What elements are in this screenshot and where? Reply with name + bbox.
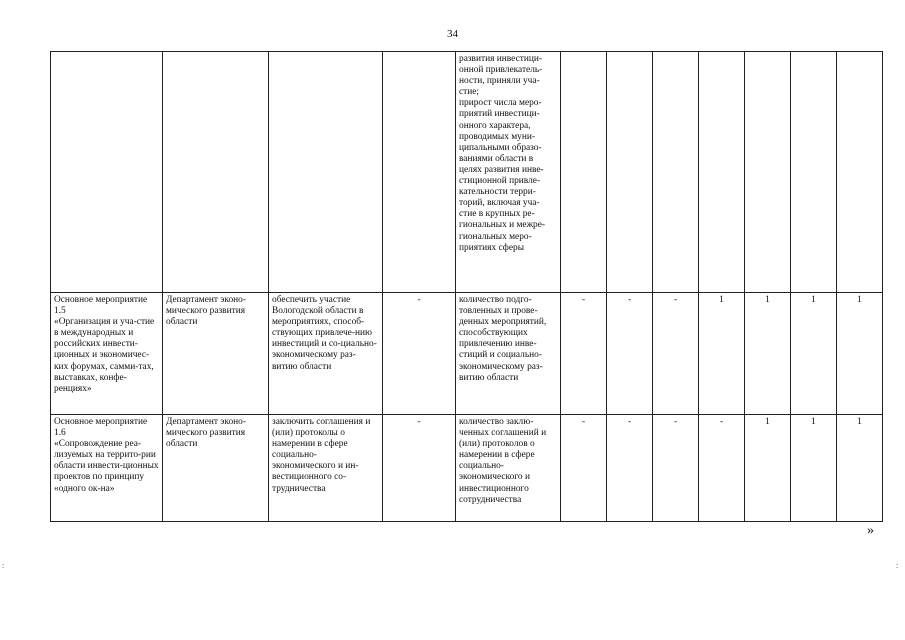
program-table [50, 51, 883, 522]
executor-cell: Департамент эконо-мического развития области [163, 415, 269, 522]
closing-quote-mark: » [867, 523, 874, 538]
empty-cell [699, 52, 745, 293]
dash-cell: - [383, 415, 456, 522]
value-cell: 1 [745, 415, 791, 522]
empty-cell [269, 52, 383, 293]
indicator-cell: количество подго-товленных и прове-денных мероприятий, способствующих привлечению инве-стиций и социально-экономическому раз-витию области [456, 293, 561, 415]
empty-cell [383, 52, 456, 293]
table-row [51, 293, 883, 415]
value-cell: - [653, 293, 699, 415]
value-cell: 1 [837, 293, 883, 415]
page-number: 34 [447, 28, 458, 40]
empty-cell [653, 52, 699, 293]
empty-cell [163, 52, 269, 293]
value-cell: 1 [699, 293, 745, 415]
continuation-row [51, 52, 883, 293]
continuation-indicator: развития инвестици-онной привлекатель-ности, приняли уча-стие; прирост числа меро-приятий инвестици-онного характера, проводимых муни-ципальными образо-ваниями области в целях развития инве-стиционной привле-кательности терри-торий, включая уча-стие в крупных ре-гиональных и межре-гиональных меро-приятиях сферы [456, 52, 561, 293]
empty-cell [607, 52, 653, 293]
value-cell: 1 [745, 293, 791, 415]
event-cell: Основное мероприятие 1.5 «Организация и уча-стие в международных и российских инвести-ционных и экономичес-ких форумах, самми-тах, выставках, конфе-ренциях» [51, 293, 163, 415]
empty-cell [51, 52, 163, 293]
value-cell: - [561, 415, 607, 522]
dash-cell: - [383, 293, 456, 415]
empty-cell [561, 52, 607, 293]
right-edge-dots: : [896, 561, 899, 570]
table-row [51, 415, 883, 522]
indicator-cell: количество заклю-ченных соглашений и (или) протоколов о намерении в сфере социально-экономического и инвестиционного сотрудничества [456, 415, 561, 522]
value-cell: - [561, 293, 607, 415]
left-edge-dots: : [2, 561, 5, 570]
value-cell: 1 [837, 415, 883, 522]
event-cell: Основное мероприятие 1.6 «Сопровождение реа-лизуемых на террито-рии области инвести-ционных проектов по принципу «одного ок-на» [51, 415, 163, 522]
empty-cell [791, 52, 837, 293]
value-cell: - [653, 415, 699, 522]
value-cell: - [699, 415, 745, 522]
task-cell: заключить соглашения и (или) протоколы о намерении в сфере социально-экономического и ин-вестиционного со-трудничества [269, 415, 383, 522]
value-cell: 1 [791, 293, 837, 415]
executor-cell: Департамент эконо-мического развития области [163, 293, 269, 415]
empty-cell [745, 52, 791, 293]
empty-cell [837, 52, 883, 293]
value-cell: 1 [791, 415, 837, 522]
value-cell: - [607, 293, 653, 415]
task-cell: обеспечить участие Вологодской области в мероприятиях, способ-ствующих привлече-нию инвестиций и со-циально-экономическому раз-витию области [269, 293, 383, 415]
value-cell: - [607, 415, 653, 522]
